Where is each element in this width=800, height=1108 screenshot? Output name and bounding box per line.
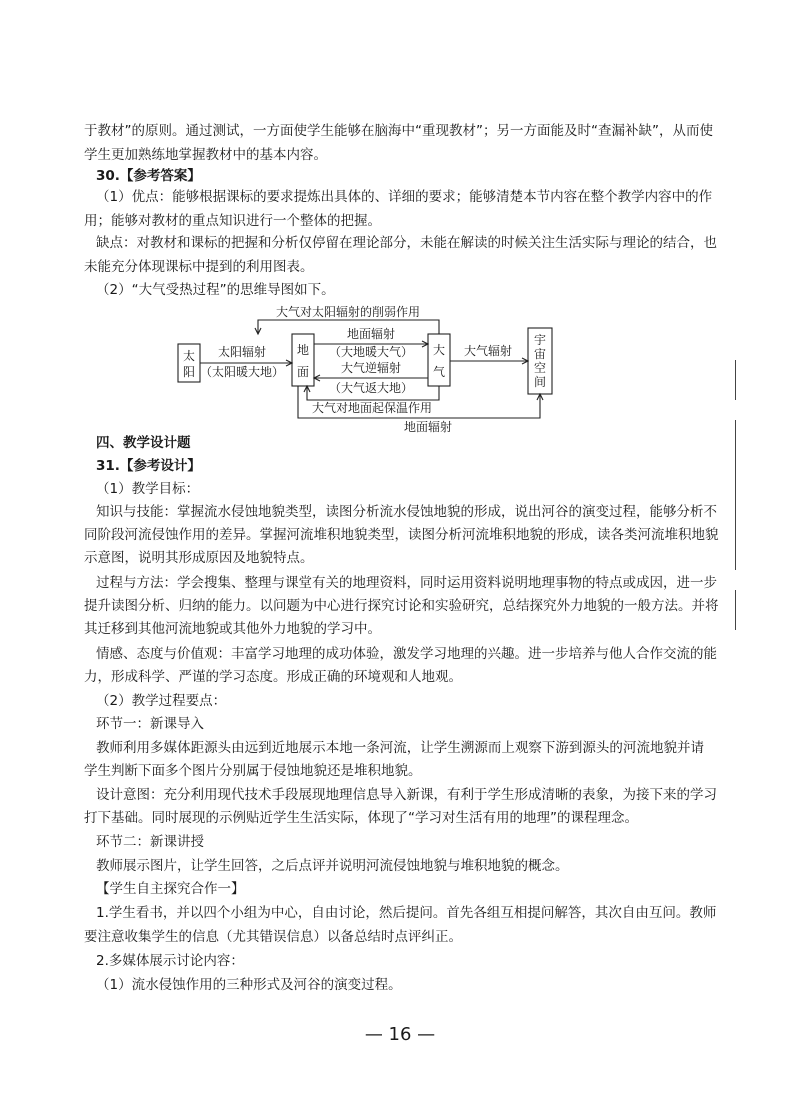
paragraph-line: （1）流水侵蚀作用的三种形式及河谷的演变过程。 xyxy=(96,977,402,993)
paragraph-line: 同阶段河流侵蚀作用的差异。掌握河流堆积地貌类型，读图分析河流堆积地貌的形成，读各类河流堆积地貌 xyxy=(84,527,719,543)
atmosphere-label-2: 气 xyxy=(432,365,446,379)
paragraph-line: 示意图，说明其形成原因及地貌特点。 xyxy=(84,550,314,566)
paragraph-line: 于教材”的原则。通过测试，一方面使学生能够在脑海中“重现教材”；另一方面能及时“查漏补缺”，从而使 xyxy=(84,123,713,139)
paragraph-line: 学生更加熟练地掌握教材中的基本内容。 xyxy=(84,147,327,163)
paragraph-line: 1.学生看书，并以四个小组为中心，自由讨论，然后提问。首先各组互相提问解答，其次自由互问。教师 xyxy=(96,905,717,921)
mind-map-diagram xyxy=(170,304,565,434)
paragraph-line: 环节一：新课导入 xyxy=(96,716,204,732)
paragraph-line: （1）优点：能够根据课标的要求提炼出具体的、详细的要求；能够清楚本节内容在整个教学内容中的作 xyxy=(96,189,713,205)
paragraph-line: 【学生自主探究合作一】 xyxy=(96,881,245,897)
solar-radiation-label: 太阳辐射 xyxy=(217,345,267,359)
paragraph-line: 其迁移到其他河流地貌或其他外力地貌的学习中。 xyxy=(84,621,381,637)
section-heading: 31.【参考设计】 xyxy=(96,458,201,474)
paragraph-line: 设计意图：充分利用现代技术手段展现地理信息导入新课，有利于学生形成清晰的表象，为接下来的学习 xyxy=(96,787,717,803)
paragraph-line: 要注意收集学生的信息（尤其错误信息）以备总结时点评纠正。 xyxy=(84,929,462,945)
paragraph-line: 打下基础。同时展现的示例贴近学生生活实际，体现了“学习对生活有用的地理”的课程理念。 xyxy=(84,810,638,826)
sun-warms-ground-label: （太阳暖大地） xyxy=(199,365,285,379)
space-label-3: 空 xyxy=(533,361,547,375)
ground-radiation-bottom-label: 地面辐射 xyxy=(403,420,453,434)
space-label-1: 宇 xyxy=(533,333,547,347)
ground-warms-air-label: （大地暖大气） xyxy=(328,345,414,359)
paragraph-line: 提升读图分析、归纳的能力。以问题为中心进行探究讨论和实验研究，总结探究外力地貌的一般方法。并将 xyxy=(84,598,719,614)
section-heading: 四、教学设计题 xyxy=(96,435,191,451)
scan-mark xyxy=(735,360,736,400)
paragraph-line: （2）教学过程要点： xyxy=(96,693,227,709)
paragraph-line: 环节二：新课讲授 xyxy=(96,834,204,850)
ground-label-2: 面 xyxy=(296,365,310,379)
page-number: — 16 — xyxy=(364,1024,436,1045)
paragraph-line: 知识与技能：掌握流水侵蚀地貌类型，读图分析流水侵蚀地貌的形成，说出河谷的演变过程，能够分析不 xyxy=(96,504,717,520)
paragraph-line: 缺点：对教材和课标的把握和分析仅停留在理论部分，未能在解读的时候关注生活实际与理论的结合，也 xyxy=(96,235,717,251)
paragraph-line: 力，形成科学、严谨的学习态度。形成正确的环境观和人地观。 xyxy=(84,669,462,685)
scan-mark xyxy=(735,590,736,630)
paragraph-line: 学生判断下面多个图片分别属于侵蚀地貌还是堆积地貌。 xyxy=(84,763,422,779)
paragraph-line: 教师利用多媒体距源头由远到近地展示本地一条河流，让学生溯源而上观察下游到源头的河流地貌并请 xyxy=(96,740,704,756)
atmosphere-label-1: 大 xyxy=(432,343,446,357)
ground-radiation-label: 地面辐射 xyxy=(346,327,396,341)
scan-mark xyxy=(735,420,736,570)
section-heading: 30.【参考答案】 xyxy=(96,168,201,184)
atm-radiation-label: 大气辐射 xyxy=(463,344,513,358)
space-label-2: 宙 xyxy=(533,347,547,361)
air-returns-ground-label: （大气返大地） xyxy=(328,381,414,395)
ground-label-1: 地 xyxy=(296,343,310,357)
space-label-4: 间 xyxy=(533,375,547,389)
paragraph-line: 2.多媒体展示讨论内容： xyxy=(96,953,244,969)
paragraph-line: （1）教学目标： xyxy=(96,481,200,497)
paragraph-line: 教师展示图片，让学生回答，之后点评并说明河流侵蚀地貌与堆积地貌的概念。 xyxy=(96,858,569,874)
paragraph-line: 用；能够对教材的重点知识进行一个整体的把握。 xyxy=(84,213,381,229)
paragraph-line: （2）“大气受热过程”的思维导图如下。 xyxy=(96,282,335,298)
paragraph-line: 情感、态度与价值观：丰富学习地理的成功体验，激发学习地理的兴趣。进一步培养与他人合作交流的能 xyxy=(96,646,717,662)
paragraph-line: 未能充分体现课标中提到的利用图表。 xyxy=(84,259,314,275)
sun-label-1: 太 xyxy=(182,349,196,363)
back-radiation-label: 大气逆辐射 xyxy=(340,361,402,375)
paragraph-line: 过程与方法：学会搜集、整理与课堂有关的地理资料，同时运用资料说明地理事物的特点或成因，进一步 xyxy=(96,575,717,591)
weakening-label: 大气对太阳辐射的削弱作用 xyxy=(275,305,421,319)
sun-label-2: 阳 xyxy=(182,365,196,379)
insulation-label: 大气对地面起保温作用 xyxy=(311,401,433,415)
